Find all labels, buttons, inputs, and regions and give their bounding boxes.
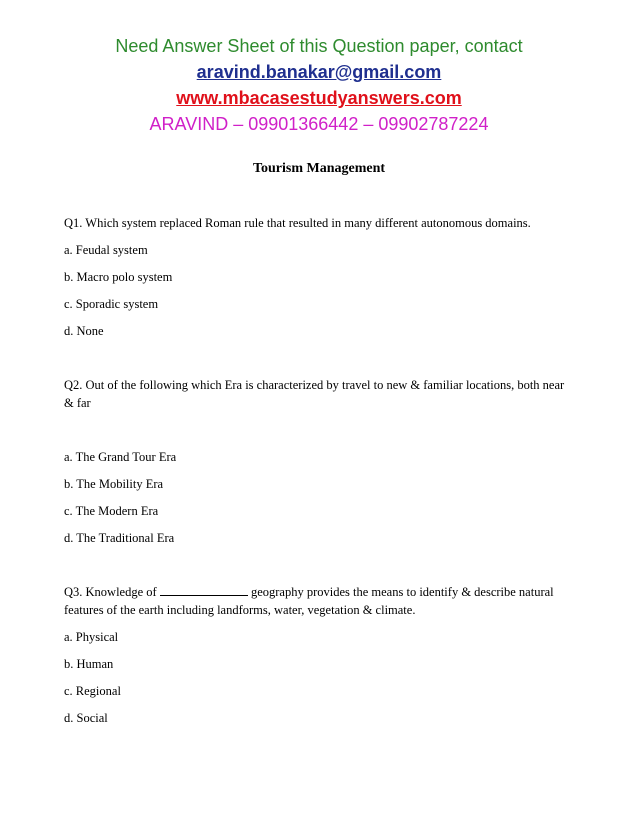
question-2: Q2. Out of the following which Era is characterized by travel to new & familiar locations, both near & far [64, 378, 565, 410]
fill-in-blank [160, 584, 248, 596]
question-1-option-d: d. None [64, 324, 104, 338]
question-1: Q1. Which system replaced Roman rule that resulted in many different autonomous domains. [64, 216, 531, 230]
question-3-text-end: geography provides the means to identify & describe natural features of the earth including landforms, water, vegetation & climate. [64, 585, 554, 617]
email-link[interactable]: aravind.banakar@gmail.com [196, 62, 442, 82]
contact-line: Need Answer Sheet of this Question paper, contact [115, 36, 523, 56]
question-3-text-start: Q3. Knowledge of [64, 585, 160, 599]
question-1-option-b: b. Macro polo system [64, 270, 173, 284]
question-3-option-d: d. Social [64, 711, 108, 725]
phone-line: ARAVIND – 09901366442 – 09902787224 [149, 114, 489, 134]
website-link[interactable]: www.mbacasestudyanswers.com [176, 88, 462, 108]
question-3-option-a: a. Physical [64, 630, 119, 644]
question-2-option-d: d. The Traditional Era [64, 531, 175, 545]
document-title: Tourism Management [252, 161, 386, 176]
question-2-option-a: a. The Grand Tour Era [64, 450, 177, 464]
question-list [64, 214, 574, 727]
question-3-option-b: b. Human [64, 657, 114, 671]
question-3 [64, 583, 574, 619]
question-1-option-a: a. Feudal system [64, 243, 148, 257]
question-3-option-c: c. Regional [64, 684, 121, 698]
question-2-option-b: b. The Mobility Era [64, 477, 164, 491]
question-2-option-c: c. The Modern Era [64, 504, 159, 518]
question-1-option-c: c. Sporadic system [64, 297, 159, 311]
contact-header [0, 33, 638, 137]
